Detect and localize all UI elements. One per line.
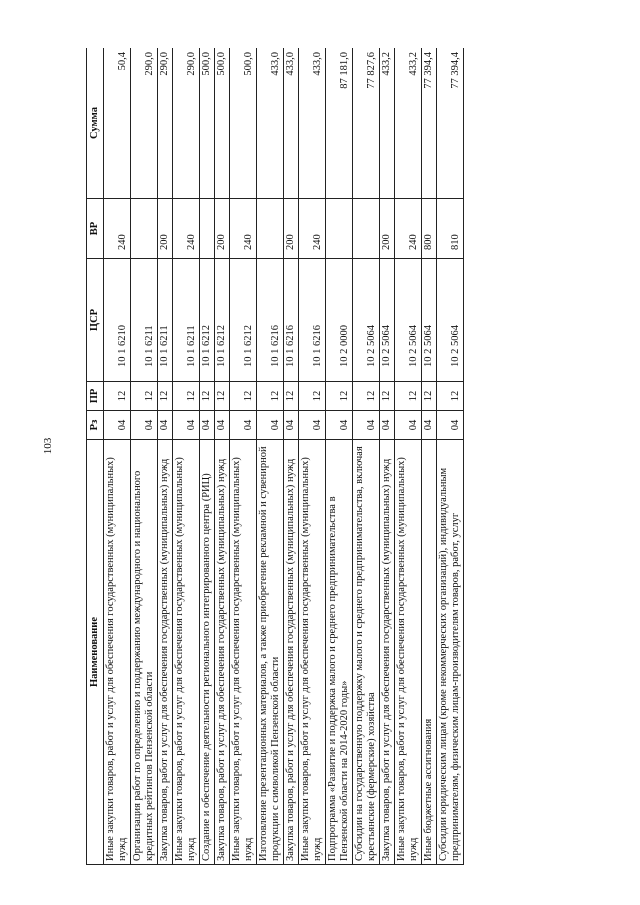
cell-vr: 240 <box>230 199 257 259</box>
cell-pr: 12 <box>395 382 422 411</box>
cell-vr: 200 <box>380 199 395 259</box>
cell-name: Субсидии юридическим лицам (кроме некоммерческих организаций), индивидуальным предпринимателям, физическим лицам-производителям товаров, работ, услуг <box>437 440 464 865</box>
cell-rz: 04 <box>395 411 422 440</box>
table-row <box>299 48 326 865</box>
cell-vr: 800 <box>422 199 437 259</box>
cell-pr: 12 <box>200 382 215 411</box>
cell-rz: 04 <box>299 411 326 440</box>
cell-name: Закупка товаров, работ и услуг для обеспечения государственных (муниципальных) нужд <box>284 440 299 865</box>
cell-pr: 12 <box>326 382 353 411</box>
cell-rz: 04 <box>131 411 158 440</box>
table-body <box>104 48 464 865</box>
table-row <box>158 48 173 865</box>
cell-csr: 10 1 6212 <box>200 259 215 382</box>
cell-csr: 10 2 5064 <box>353 259 380 382</box>
table-row <box>230 48 257 865</box>
rotated-table-frame <box>86 48 570 865</box>
cell-pr: 12 <box>215 382 230 411</box>
table-row <box>257 48 284 865</box>
cell-name: Закупка товаров, работ и услуг для обеспечения государственных (муниципальных) нужд <box>215 440 230 865</box>
cell-pr: 12 <box>104 382 131 411</box>
cell-csr: 10 2 5064 <box>395 259 422 382</box>
cell-name: Закупка товаров, работ и услуг для обеспечения государственных (муниципальных) нужд <box>158 440 173 865</box>
table-row <box>200 48 215 865</box>
cell-csr: 10 1 6211 <box>173 259 200 382</box>
cell-rz: 04 <box>326 411 353 440</box>
header-name: Наименование <box>87 440 104 865</box>
cell-rz: 04 <box>353 411 380 440</box>
cell-name: Иные бюджетные ассигнования <box>422 440 437 865</box>
cell-sum: 290,0 <box>158 48 173 199</box>
cell-name: Субсидии на государственную поддержку малого и среднего предпринимательства, включая крестьянские (фермерские) хозяйства <box>353 440 380 865</box>
cell-csr: 10 2 5064 <box>380 259 395 382</box>
table-row <box>437 48 464 865</box>
cell-name: Закупка товаров, работ и услуг для обеспечения государственных (муниципальных) нужд <box>380 440 395 865</box>
cell-vr <box>326 199 353 259</box>
cell-name: Иные закупки товаров, работ и услуг для обеспечения государственных (муниципальных) нужд <box>299 440 326 865</box>
cell-csr: 10 1 6212 <box>215 259 230 382</box>
table-row <box>104 48 131 865</box>
table-row <box>353 48 380 865</box>
cell-pr: 12 <box>158 382 173 411</box>
cell-vr: 810 <box>437 199 464 259</box>
cell-name: Организация работ по определению и поддержанию международного и национального кредитных рейтингов Пензенской области <box>131 440 158 865</box>
cell-sum: 433,0 <box>284 48 299 199</box>
cell-sum: 500,0 <box>215 48 230 199</box>
rotated-table-content <box>86 48 570 865</box>
cell-csr: 10 1 6211 <box>158 259 173 382</box>
cell-pr: 12 <box>380 382 395 411</box>
cell-vr <box>257 199 284 259</box>
cell-name: Иные закупки товаров, работ и услуг для обеспечения государственных (муниципальных) нужд <box>230 440 257 865</box>
table-row <box>131 48 158 865</box>
cell-rz: 04 <box>215 411 230 440</box>
table-row <box>395 48 422 865</box>
cell-rz: 04 <box>230 411 257 440</box>
cell-sum: 290,0 <box>131 48 158 199</box>
header-rz: Рз <box>87 411 104 440</box>
cell-vr: 200 <box>158 199 173 259</box>
cell-pr: 12 <box>230 382 257 411</box>
cell-pr: 12 <box>353 382 380 411</box>
cell-pr: 12 <box>437 382 464 411</box>
cell-rz: 04 <box>422 411 437 440</box>
cell-csr: 10 1 6210 <box>104 259 131 382</box>
cell-sum: 290,0 <box>173 48 200 199</box>
cell-pr: 12 <box>131 382 158 411</box>
cell-name: Иные закупки товаров, работ и услуг для обеспечения государственных (муниципальных) нужд <box>104 440 131 865</box>
cell-csr: 10 1 6216 <box>284 259 299 382</box>
cell-rz: 04 <box>173 411 200 440</box>
cell-name: Создание и обеспечение деятельности регионального интегрированного центра (РИЦ) <box>200 440 215 865</box>
cell-pr: 12 <box>299 382 326 411</box>
cell-vr: 200 <box>215 199 230 259</box>
cell-pr: 12 <box>422 382 437 411</box>
table-row <box>422 48 437 865</box>
cell-vr: 240 <box>299 199 326 259</box>
cell-csr: 10 2 5064 <box>437 259 464 382</box>
cell-sum: 77 394,4 <box>437 48 464 199</box>
table-row <box>215 48 230 865</box>
cell-sum: 433,0 <box>257 48 284 199</box>
cell-sum: 500,0 <box>200 48 215 199</box>
cell-sum: 433,0 <box>299 48 326 199</box>
cell-sum: 50,4 <box>104 48 131 199</box>
cell-rz: 04 <box>104 411 131 440</box>
cell-csr: 10 2 5064 <box>422 259 437 382</box>
header-pr: ПР <box>87 382 104 411</box>
page-number: 103 <box>42 437 54 455</box>
cell-vr: 240 <box>173 199 200 259</box>
cell-vr: 240 <box>104 199 131 259</box>
table-header-row <box>87 48 104 865</box>
cell-csr: 10 1 6212 <box>230 259 257 382</box>
header-csr: ЦСР <box>87 259 104 382</box>
cell-sum: 77 394,4 <box>422 48 437 199</box>
cell-rz: 04 <box>437 411 464 440</box>
cell-name: Подпрограмма «Развитие и поддержка малого и среднего предпринимательства в Пензенской области на 2014-2020 годы» <box>326 440 353 865</box>
cell-vr <box>131 199 158 259</box>
cell-name: Иные закупки товаров, работ и услуг для обеспечения государственных (муниципальных) нужд <box>173 440 200 865</box>
table-row <box>380 48 395 865</box>
table-row <box>284 48 299 865</box>
cell-rz: 04 <box>284 411 299 440</box>
cell-vr <box>200 199 215 259</box>
cell-csr: 10 1 6211 <box>131 259 158 382</box>
cell-name: Изготовление презентационных материалов, а также приобретение рекламной и сувенирной продукции с символикой Пензенской области <box>257 440 284 865</box>
cell-vr: 240 <box>395 199 422 259</box>
cell-sum: 433,2 <box>380 48 395 199</box>
cell-sum: 500,0 <box>230 48 257 199</box>
cell-sum: 87 181,0 <box>326 48 353 199</box>
header-vr: ВР <box>87 199 104 259</box>
cell-sum: 433,2 <box>395 48 422 199</box>
cell-csr: 10 2 0000 <box>326 259 353 382</box>
cell-pr: 12 <box>173 382 200 411</box>
cell-sum: 77 827,6 <box>353 48 380 199</box>
header-sum: Сумма <box>87 48 104 199</box>
budget-table <box>86 48 464 865</box>
cell-csr: 10 1 6216 <box>299 259 326 382</box>
cell-vr: 200 <box>284 199 299 259</box>
cell-pr: 12 <box>284 382 299 411</box>
cell-csr: 10 1 6216 <box>257 259 284 382</box>
cell-vr <box>353 199 380 259</box>
cell-rz: 04 <box>380 411 395 440</box>
table-row <box>326 48 353 865</box>
cell-rz: 04 <box>200 411 215 440</box>
table-row <box>173 48 200 865</box>
cell-pr: 12 <box>257 382 284 411</box>
cell-name: Иные закупки товаров, работ и услуг для обеспечения государственных (муниципальных) нужд <box>395 440 422 865</box>
cell-rz: 04 <box>158 411 173 440</box>
cell-rz: 04 <box>257 411 284 440</box>
